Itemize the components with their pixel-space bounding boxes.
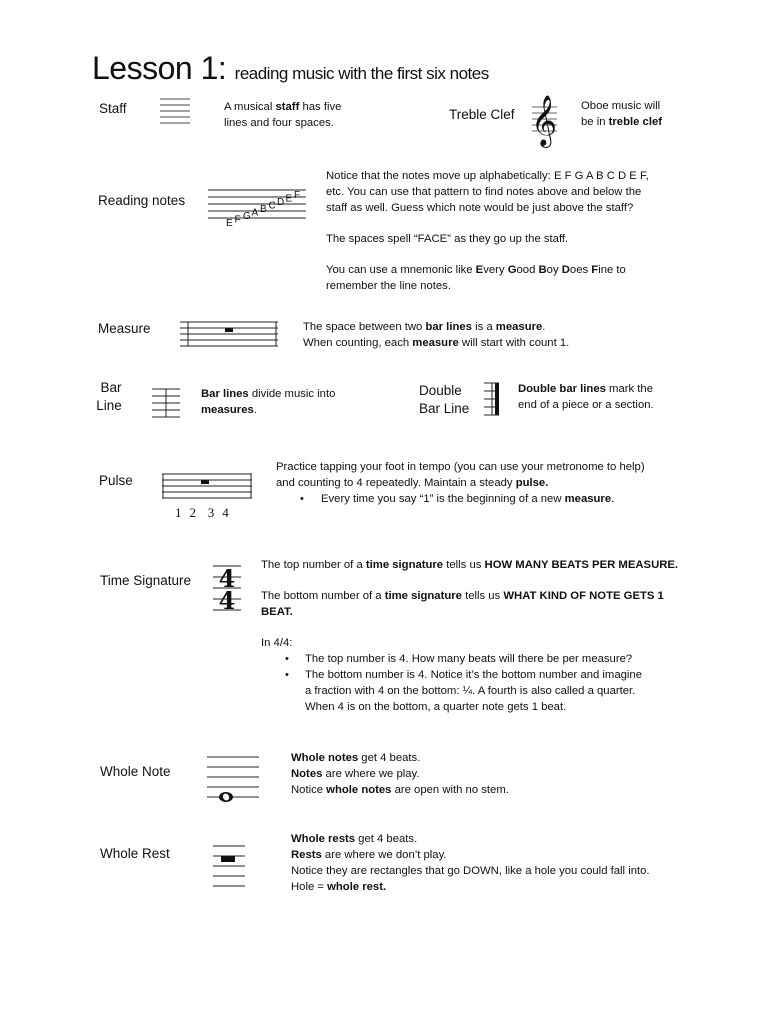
text-run: very [483,264,508,276]
time-signature-diagram [213,563,243,615]
text-line [261,635,681,651]
bold-text: Bar lines [201,388,249,400]
bold-text: Rests [291,849,322,861]
note-letter: F [294,190,301,201]
note-letter: B [260,204,267,215]
text-line [326,184,649,200]
treble-clef-label: Treble Clef [449,107,515,122]
time-signature-p1 [261,557,681,573]
text-run: . [253,404,257,416]
measure-description [303,319,569,351]
text-line [321,491,645,507]
text-run: tells us [443,559,485,571]
reading-paragraph [326,168,649,216]
text-line [291,831,650,847]
note-letter: C [268,200,276,212]
text-run: The bottom number is 4. Notice it’s the bottom number and imagine [305,669,642,681]
text-run: etc. You can use that pattern to find notes above and below the [326,186,642,198]
text-line [326,168,649,184]
measure-label: Measure [98,321,151,336]
text-run: tells us [461,590,504,602]
note-letter: F [234,214,241,226]
bold-text: measure [412,337,459,349]
double-bar-line-label [419,382,469,418]
text-run: lines and four spaces. [224,117,334,129]
bar-line-label-line: Line [96,398,122,413]
text-line [518,397,654,413]
pulse-label: Pulse [99,473,133,488]
bold-text: Whole notes [291,752,359,764]
title-subtitle: reading music with the first six notes [234,64,489,83]
reading-paragraph [326,262,649,294]
text-run: The space between two [303,321,426,333]
text-line [276,475,645,491]
bar-line-label [96,379,122,415]
treble-clef-description [581,98,662,130]
whole-note-description [291,750,509,798]
text-line [581,98,662,114]
bold-text: whole rest. [327,881,387,893]
time-signature-bullets [261,651,681,715]
bold-text: Notes [291,768,323,780]
text-run: get 4 beats. [358,752,421,764]
text-run: end of a piece or a section. [518,399,654,411]
text-run: The top number of a [261,559,366,571]
staff-label: Staff [99,101,127,116]
bold-text: time signature [365,559,444,571]
bold-text: B [538,264,547,276]
text-line [276,459,645,475]
double-bar-line-label-line: Bar Line [419,401,470,416]
text-run: mark the [605,383,653,395]
bold-text: pulse. [515,477,549,489]
text-line [303,319,569,335]
text-run: Oboe music will [581,100,661,112]
text-run: remember the line notes. [326,280,451,292]
bullet-item [261,651,681,667]
time-signature-label: Time Signature [100,573,192,588]
time-signature-p2 [261,588,681,620]
text-line [291,750,509,766]
text-run: . [542,321,546,333]
text-run: be in [581,116,609,128]
text-run: ood [516,264,539,276]
double-bar-line-diagram [484,381,504,417]
pulse-bullets [276,491,645,507]
text-line [291,782,509,798]
text-line [224,115,341,131]
treble-clef-icon [530,93,560,151]
text-run: a fraction with 4 on the bottom: ¼. A fourth is also called a quarter. [305,685,636,697]
bold-text: F [591,264,599,276]
double-bar-line-description [518,381,654,413]
staff-description [224,99,341,131]
note-letter: G [243,211,251,222]
text-run: oes [569,264,592,276]
text-run: Notice they are rectangles that go DOWN, like a hole you could fall into. [291,865,650,877]
pulse-diagram [162,472,254,500]
text-line [326,278,649,294]
note-letter: D [277,197,285,208]
bold-text: time signature [384,590,462,602]
whole-rest-diagram [213,840,247,890]
bold-text: measure [495,321,543,333]
text-run: Practice tapping your foot in tempo (you can use your metronome to help) [276,461,645,473]
bold-text: whole notes [326,784,392,796]
whole-rest-description [291,831,650,895]
time-signature-text [261,557,681,715]
bold-text: WHAT KIND OF NOTE GETS 1 [503,590,664,602]
text-run: When 4 is on the bottom, a quarter note gets 1 beat. [305,701,567,713]
bold-text: BEAT. [261,606,293,618]
time-signature-top: 4 [218,564,236,593]
bold-text: bar lines [425,321,472,333]
text-line [326,200,649,216]
bold-text: treble clef [608,116,663,128]
text-line [326,262,649,278]
text-line [305,699,681,715]
text-run: are where we play. [322,768,420,780]
text-line [581,114,662,130]
note-letter: A [251,207,259,219]
text-line [291,879,650,895]
text-run: Notice that the notes move up alphabetically: E F G A B C D E F, [326,170,649,182]
text-run: The spaces spell “FACE” as they go up the staff. [326,233,569,245]
text-line [305,651,681,667]
bar-line-diagram [152,387,182,419]
text-line [291,847,650,863]
text-line [305,683,681,699]
text-line [326,231,649,247]
note-letter: E [285,193,293,205]
reading-notes-diagram [208,180,308,230]
svg-text:𝄞: 𝄞 [530,95,558,146]
double-bar-line-label-line: Double [419,383,462,398]
bold-text: G [507,264,517,276]
bold-text: measures [201,404,254,416]
text-run: oy [546,264,562,276]
pulse-description [276,459,645,507]
text-run: A musical [224,101,276,113]
text-run: Notice [291,784,327,796]
bold-text: Double bar lines [518,383,606,395]
text-line [224,99,341,115]
text-line [305,667,681,683]
text-run: is a [471,321,496,333]
bold-text: E [475,264,484,276]
text-run: Every time you say “1” is the beginning of a new [321,493,565,505]
text-line [303,335,569,351]
time-signature-bottom: 4 [218,586,236,615]
pulse-counts: 1 2 3 4 [175,505,230,520]
text-run: You can use a mnemonic like [326,264,476,276]
bold-text: staff [275,101,300,113]
bar-line-description [201,386,335,418]
text-line [261,604,681,620]
reading-notes-label: Reading notes [98,193,186,208]
text-run: The top number is 4. How many beats will there be per measure? [305,653,633,665]
bar-line-label-line: Bar [100,380,122,395]
bold-text: Whole rests [291,833,356,845]
bullet-item [261,667,681,715]
text-run: ine to [598,264,626,276]
text-run: The bottom number of a [261,590,385,602]
text-run: are open with no stem. [391,784,509,796]
whole-note-label: Whole Note [100,764,171,779]
text-run: has five [299,101,342,113]
page-title [92,50,489,87]
measure-diagram [180,320,280,352]
text-run: get 4 beats. [355,833,418,845]
bullet-item [276,491,645,507]
text-line [261,557,681,573]
staff-diagram [160,98,192,128]
text-run: divide music into [248,388,336,400]
text-run: staff as well. Guess which note would be just above the staff? [326,202,634,214]
bold-text: measure [564,493,612,505]
text-line [291,766,509,782]
bold-text: HOW MANY BEATS PER MEASURE. [484,559,679,571]
text-run: will start with count 1. [458,337,570,349]
text-run: . [611,493,615,505]
text-line [291,863,650,879]
note-letter: E [226,218,233,229]
text-run: are where we don’t play. [321,849,447,861]
bold-text: D [561,264,570,276]
text-line [201,402,335,418]
text-run: When counting, each [303,337,413,349]
whole-note-diagram [207,755,261,803]
text-run: Hole = [291,881,328,893]
text-line [518,381,654,397]
text-run: In 4/4: [261,637,293,649]
reading-notes-text [326,168,649,294]
text-line [201,386,335,402]
whole-rest-label: Whole Rest [100,846,170,861]
pulse-paragraph [276,459,645,491]
time-signature-p3 [261,635,681,651]
text-line [261,588,681,604]
title-main: Lesson 1: [92,50,227,86]
text-run: and counting to 4 repeatedly. Maintain a steady [276,477,516,489]
reading-paragraph [326,231,649,247]
